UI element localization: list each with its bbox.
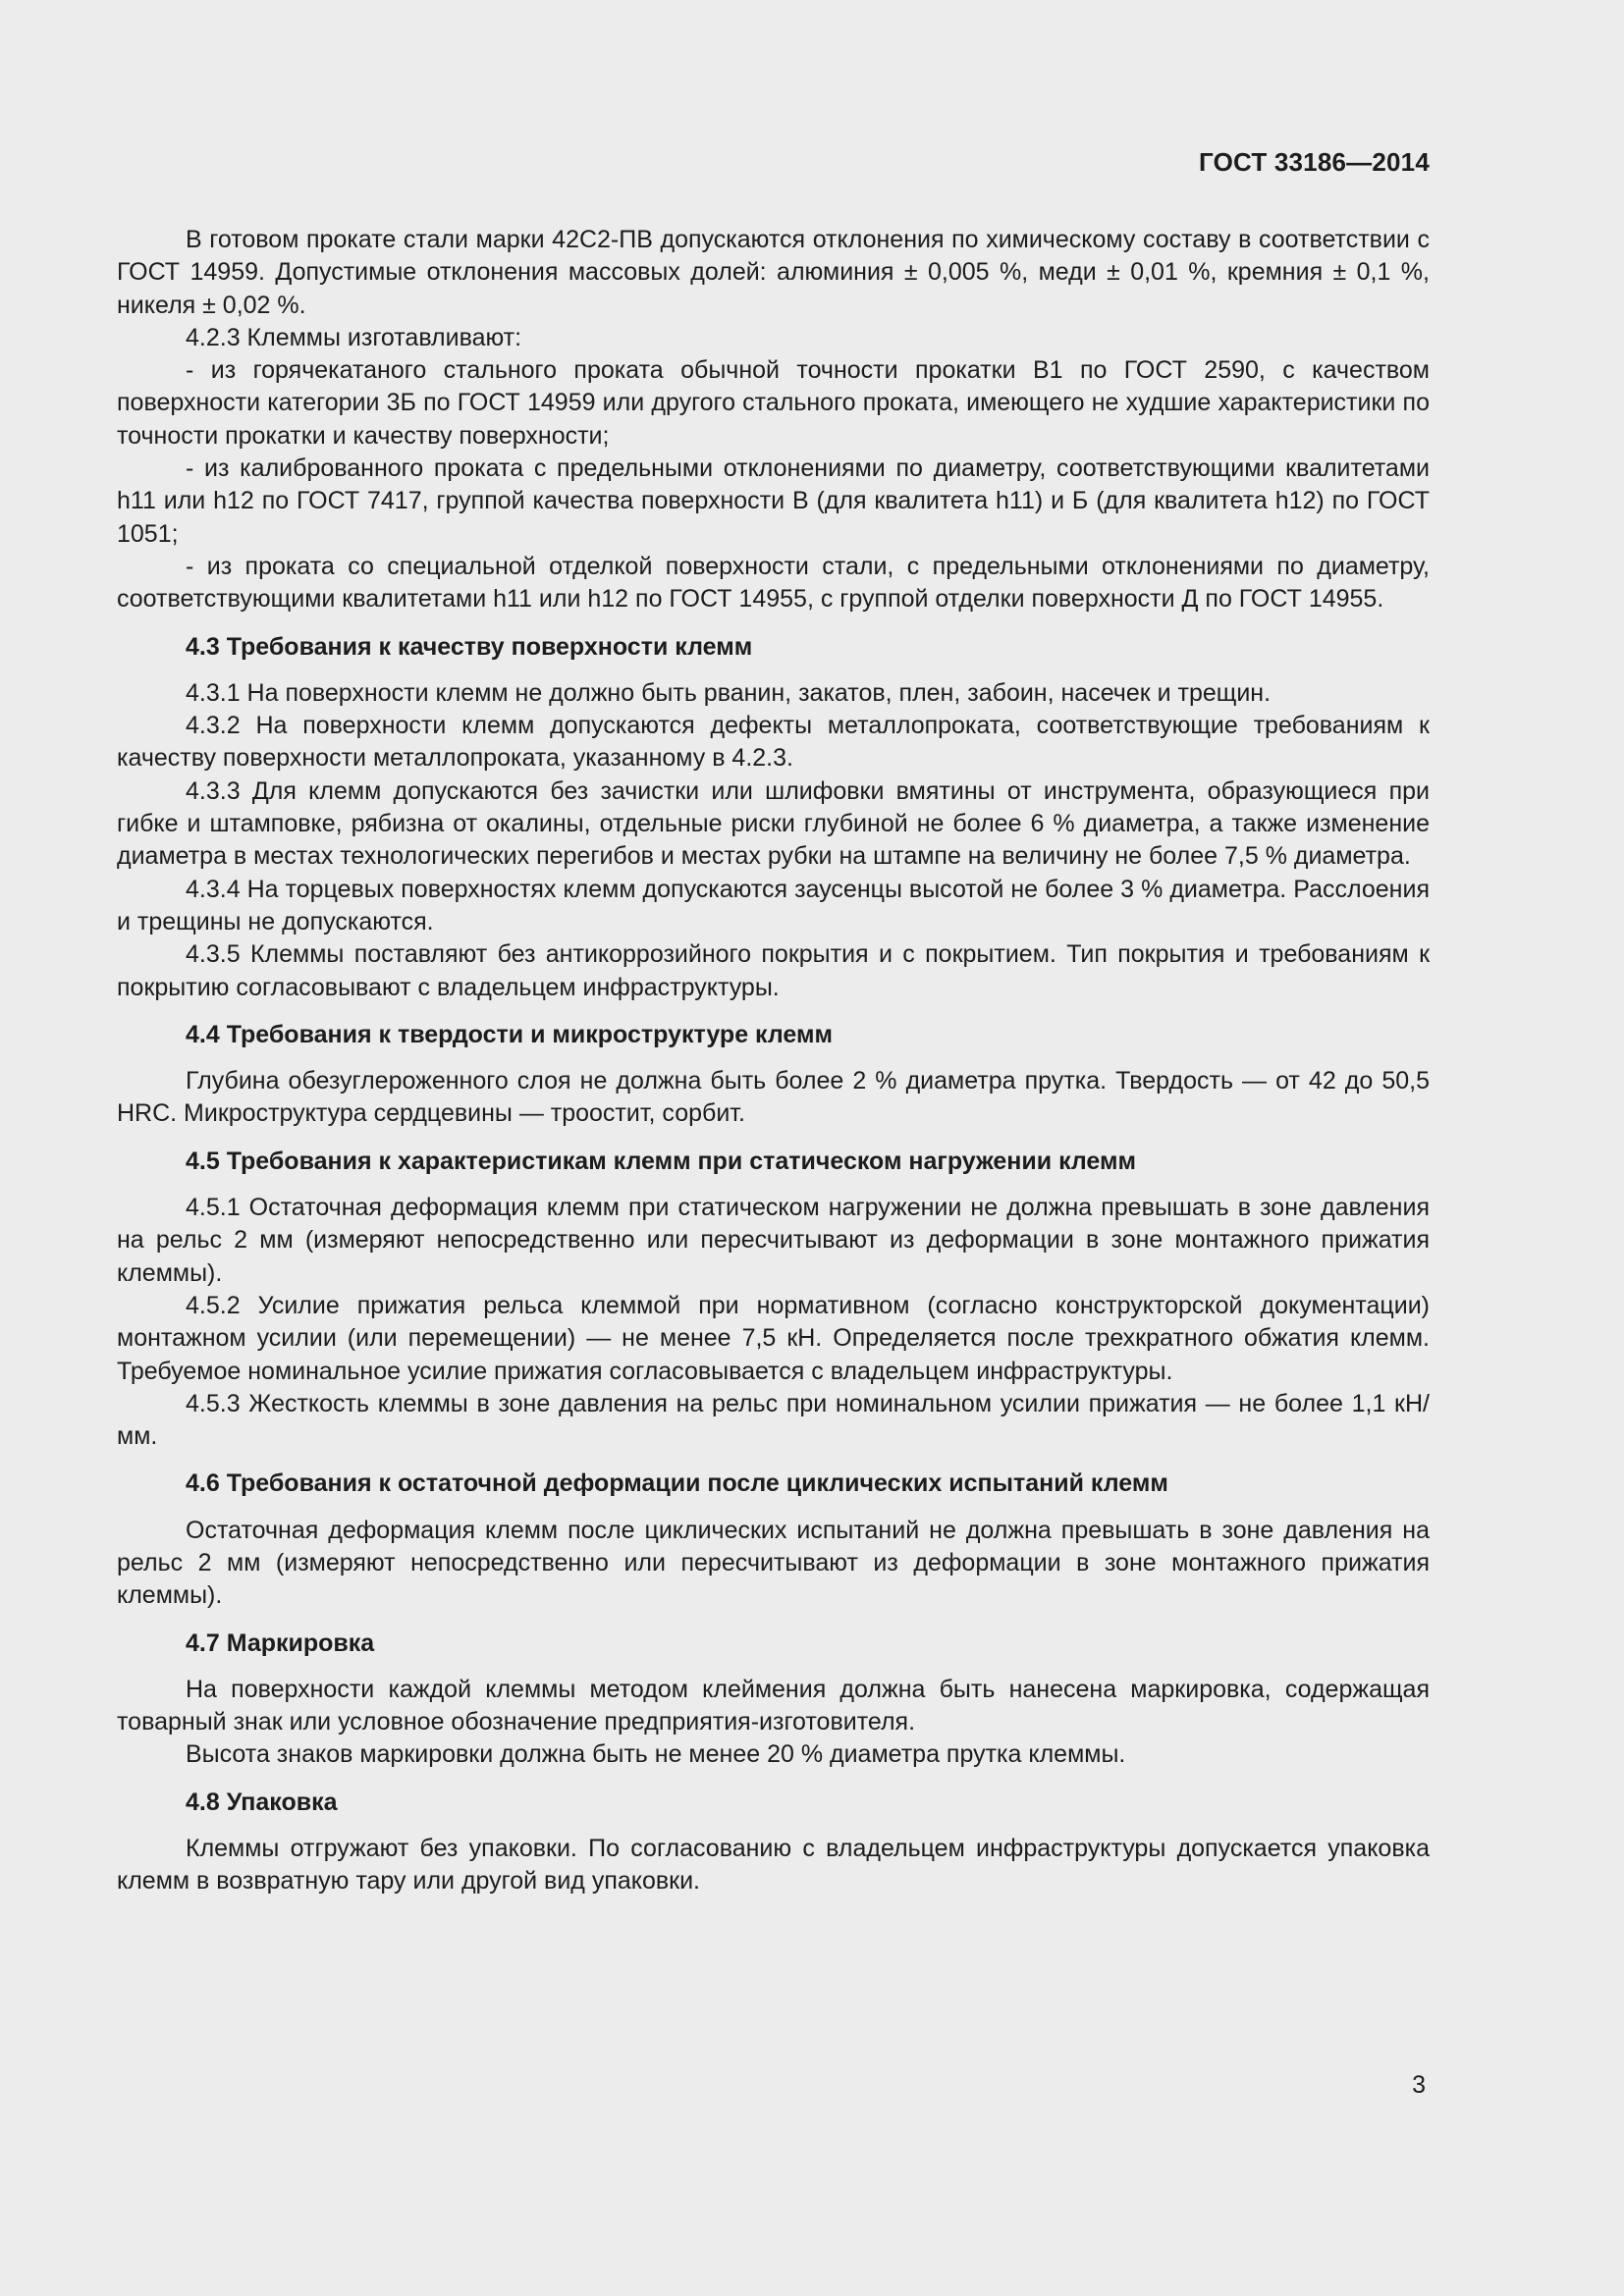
- paragraph-4-3-3: 4.3.3 Для клемм допускаются без зачистки или шлифовки вмятины от инструмента, образующиеся при гибке и штамповке, рябизна от окалины, отдельные риски глубиной не более 6 % диаметра, а также изменение диаметра в местах технологических перегибов и местах рубки на штампе на величину не более 7,5 % диаметра.: [117, 776, 1430, 871]
- document-header: ГОСТ 33186—2014: [1199, 147, 1430, 177]
- section-heading-4-5: 4.5 Требования к характеристикам клемм при статическом нагружении клемм: [186, 1147, 1136, 1175]
- paragraph-4-7-height: Высота знаков маркировки должна быть не менее 20 % диаметра прутка клеммы.: [186, 1740, 1126, 1769]
- list-item-calibrated: - из калиброванного проката с предельными отклонениями по диаметру, соответствующими квалитетами h11 или h12 по ГОСТ 7417, группой качества поверхности В (для квалитета h11) и Б (для квалитета h12) по ГОСТ 1051;: [117, 454, 1430, 548]
- paragraph-4-5-3: 4.5.3 Жесткость клеммы в зоне давления на рельс при номинальном усилии прижатия — не более 1,1 кН/мм.: [117, 1389, 1430, 1451]
- section-heading-4-3: 4.3 Требования к качеству поверхности клемм: [186, 632, 753, 661]
- paragraph-4-3-4: 4.3.4 На торцевых поверхностях клемм допускаются заусенцы высотой не более 3 % диаметра. Расслоения и трещины не допускаются.: [117, 875, 1430, 935]
- section-heading-4-7: 4.7 Маркировка: [186, 1629, 375, 1657]
- section-heading-4-4: 4.4 Требования к твердости и микроструктуре клемм: [186, 1020, 833, 1048]
- paragraph-chemical-deviation: В готовом прокате стали марки 42С2-ПВ допускаются отклонения по химическому составу в соответствии с ГОСТ 14959. Допустимые отклонения массовых долей: алюминия ± 0,005 %, меди ± 0,01 %, кремния ± 0,1 %, никеля ± 0,02 %.: [117, 226, 1430, 319]
- paragraph-4-3-1: 4.3.1 На поверхности клемм не должно быть рванин, закатов, плен, забоин, насечек и трещин.: [186, 678, 1272, 707]
- paragraph-4-3-2: 4.3.2 На поверхности клемм допускаются дефекты металлопроката, соответствующие требованиям к качеству поверхности металлопроката, указанному в 4.2.3.: [117, 712, 1430, 773]
- page-number: 3: [1412, 2071, 1426, 2099]
- paragraph-4-5-1: 4.5.1 Остаточная деформация клемм при статическом нагружении не должна превышать в зоне давления на рельс 2 мм (измеряют непосредственно или пересчитывают из деформации в зоне монтажного прижатия клеммы).: [117, 1194, 1430, 1287]
- paragraph-4-4: Глубина обезуглероженного слоя не должна быть более 2 % диаметра прутка. Твердость — от 42 до 50,5 HRC. Микроструктура сердцевины — троостит, сорбит.: [117, 1067, 1430, 1128]
- list-item-special-finish: - из проката со специальной отделкой поверхности стали, с предельными отклонениями по диаметру, соответствующими квалитетами h11 или h12 по ГОСТ 14955, с группой отделки поверхности Д по ГОСТ 14955.: [117, 552, 1430, 614]
- paragraph-4-2-3: 4.2.3 Клеммы изготавливают:: [186, 323, 522, 351]
- section-heading-4-6: 4.6 Требования к остаточной деформации после циклических испытаний клемм: [186, 1469, 1168, 1498]
- paragraph-4-8: Клеммы отгружают без упаковки. По согласованию с владельцем инфраструктуры допускается упаковка клемм в возвратную тару или другой вид упаковки.: [117, 1835, 1430, 1896]
- list-item-hot-rolled: - из горячекатаного стального проката обычной точности прокатки В1 по ГОСТ 2590, с качеством поверхности категории 3Б по ГОСТ 14959 или другого стального проката, имеющего не худшие характеристики по точности прокатки и качеству поверхности;: [117, 356, 1430, 450]
- paragraph-4-6: Остаточная деформация клемм после циклических испытаний не должна превышать в зоне давления на рельс 2 мм (измеряют непосредственно или пересчитывают из деформации в зоне монтажного прижатия клеммы).: [117, 1516, 1430, 1610]
- document-body: [117, 224, 1430, 1898]
- paragraph-4-7-marking: На поверхности каждой клеммы методом клеймения должна быть нанесена маркировка, содержащая товарный знак или условное обозначение предприятия-изготовителя.: [117, 1675, 1430, 1736]
- section-heading-4-8: 4.8 Упаковка: [186, 1788, 338, 1816]
- paragraph-4-5-2: 4.5.2 Усилие прижатия рельса клеммой при нормативном (согласно конструкторской документации) монтажном усилии (или перемещении) — не менее 7,5 кН. Определяется после трехкратного обжатия клемм. Требуемое номинальное усилие прижатия согласовывается с владельцем инфраструктуры.: [117, 1291, 1430, 1385]
- paragraph-4-3-5: 4.3.5 Клеммы поставляют без антикоррозийного покрытия и с покрытием. Тип покрытия и требованиям к покрытию согласовывают с владельцем инфраструктуры.: [117, 940, 1430, 1001]
